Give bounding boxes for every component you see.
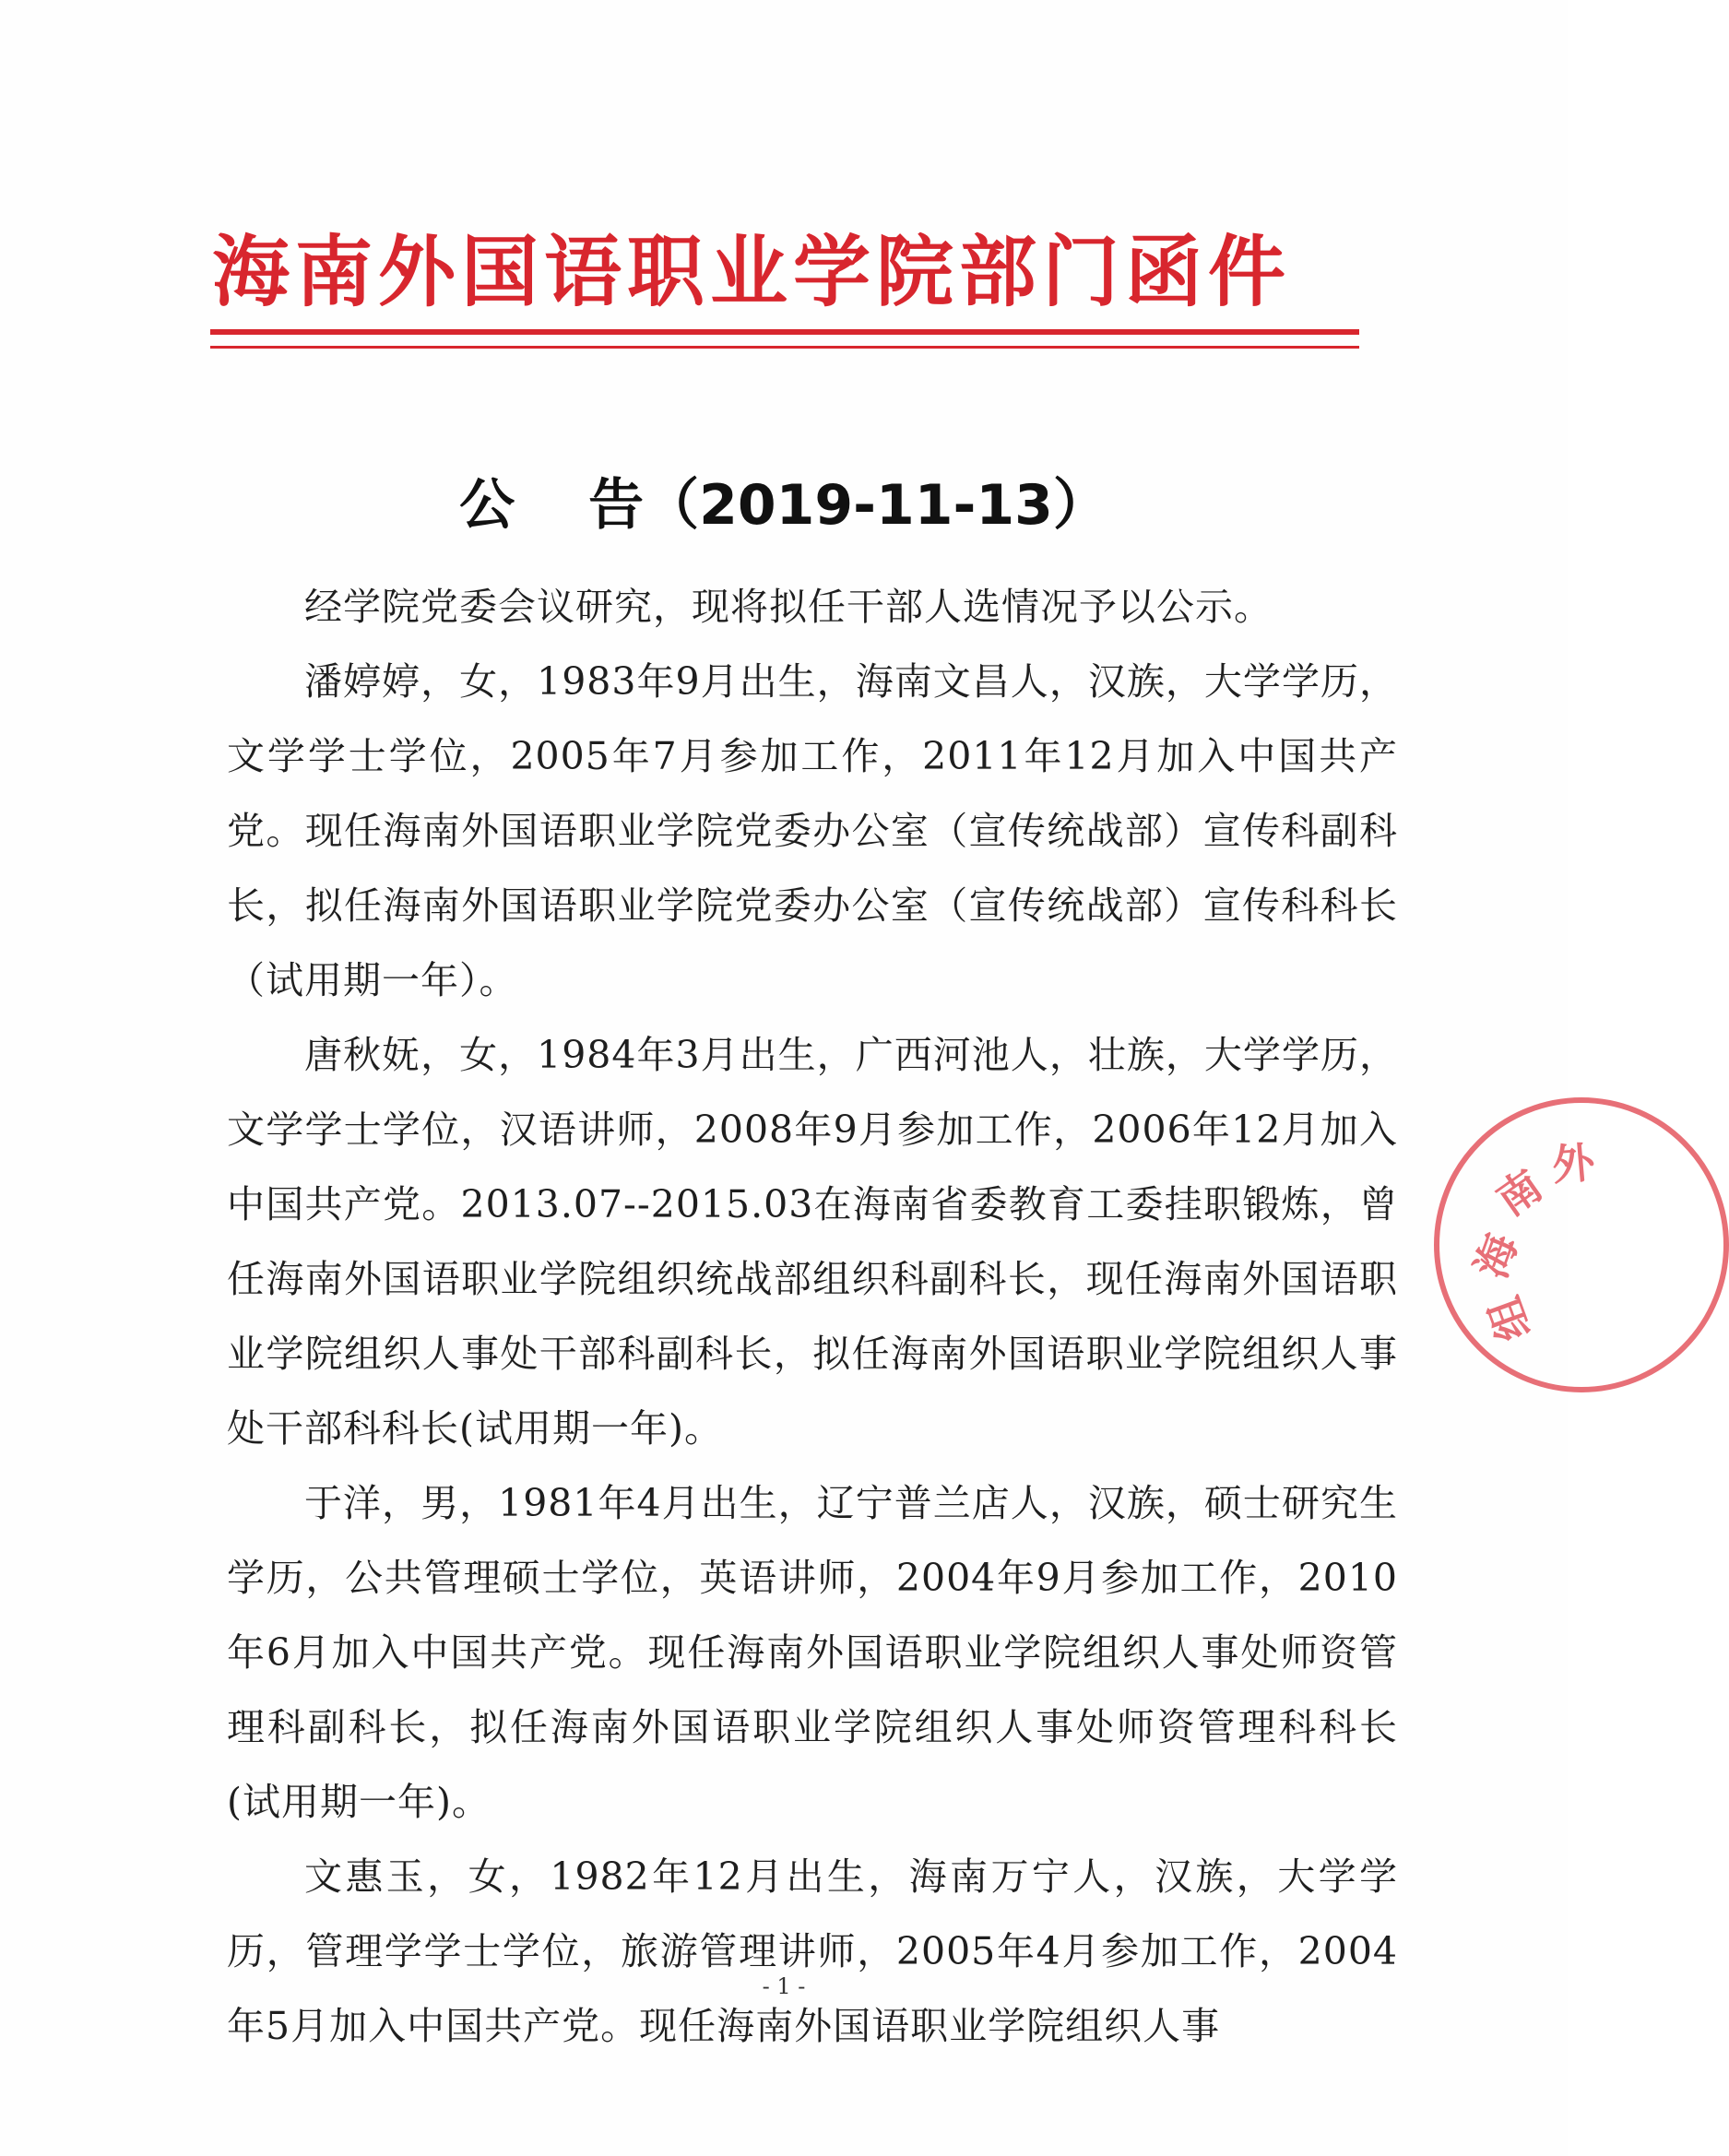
seal-char: 南 <box>1487 1160 1552 1226</box>
letterhead-rule-thin <box>210 346 1359 349</box>
paragraph-intro: 经学院党委会议研究，现将拟任干部人选情况予以公示。 <box>304 585 1273 629</box>
official-seal <box>1434 1097 1729 1392</box>
notice-body <box>227 570 1398 2064</box>
paragraph-candidate-1: 潘婷婷，女，1983年9月出生，海南文昌人，汉族，大学学历，文学学士学位，2005年7月参加工作，2011年12月加入中国共产党。现任海南外国语职业学院党委办公室（宣传统战部）宣传科副科长，拟任海南外国语职业学院党委办公室（宣传统战部）宣传科科长（试用期一年）。 <box>227 659 1398 1002</box>
letterhead-title: 海南外国语职业学院部门函件 <box>212 226 1292 317</box>
notice-title <box>0 461 1568 540</box>
paragraph-candidate-3: 于洋，男，1981年4月出生，辽宁普兰店人，汉族，硕士研究生学历，公共管理硕士学位，英语讲师，2004年9月参加工作，2010年6月加入中国共产党。现任海南外国语职业学院组织人事处师资管理科副科长，拟任海南外国语职业学院组织人事处师资管理科科长(试用期一年)。 <box>227 1481 1398 1824</box>
letterhead-rule-thick <box>210 329 1359 335</box>
seal-char: 外 <box>1549 1137 1597 1191</box>
notice-title-main: 告（2019-11-13） <box>588 473 1108 538</box>
notice-title-prefix: 公 <box>459 473 515 538</box>
seal-char: 海 <box>1465 1227 1528 1285</box>
paragraph-candidate-4: 文惠玉，女，1982年12月出生，海南万宁人，汉族，大学学历，管理学学士学位，旅游管理讲师，2005年4月参加工作，2004年5月加入中国共产党。现任海南外国语职业学院组织人事 <box>227 1854 1398 2048</box>
seal-char: 组 <box>1478 1290 1541 1347</box>
paragraph-candidate-2: 唐秋妩，女，1984年3月出生，广西河池人，壮族，大学学历，文学学士学位，汉语讲师，2008年9月参加工作，2006年12月加入中国共产党。2013.07--2015.03在海南省委教育工委挂职锻炼，曾任海南外国语职业学院组织统战部组织科副科长，现任海南外国语职业学院组织人事处干部科副科长，拟任海南外国语职业学院组织人事处干部科科长(试用期一年)。 <box>227 1033 1398 1451</box>
page-number: - 1 - <box>762 1973 806 1999</box>
